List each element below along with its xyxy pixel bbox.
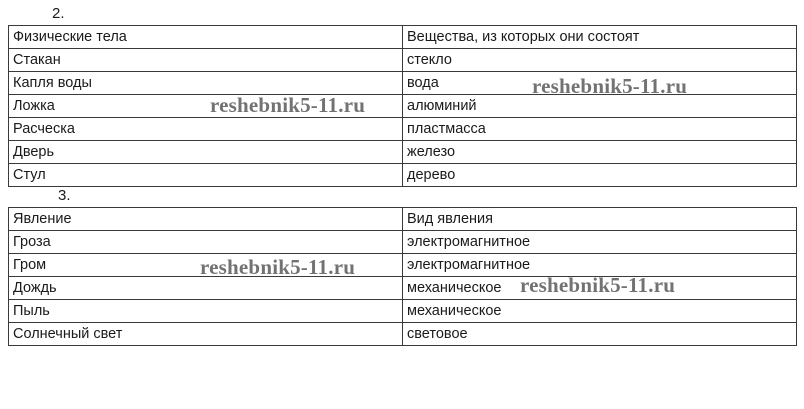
body-cell: Дверь (9, 141, 403, 164)
table-row (9, 323, 797, 346)
type-cell: электромагнитное (403, 254, 797, 277)
body-cell: Капля воды (9, 72, 403, 95)
watermark-text: reshebnik5-11.ru (520, 273, 676, 297)
phenomena-table (8, 207, 797, 346)
type-cell: механическое (403, 300, 797, 323)
phenomenon-cell: Дождь (9, 277, 403, 300)
type-cell: световое (403, 323, 797, 346)
phenomenon-cell: Гром (9, 254, 403, 277)
body-cell: Стул (9, 164, 403, 187)
substance-cell: стекло (403, 49, 797, 72)
substance-cell: дерево (403, 164, 797, 187)
table-row (9, 49, 797, 72)
section-2-number: 2. (52, 5, 65, 22)
type-cell: механическое (403, 277, 797, 300)
body-cell: Стакан (9, 49, 403, 72)
table-row (9, 300, 797, 323)
header-cell-substances: Вещества, из которых они состоят (403, 26, 797, 49)
substance-cell: вода (403, 72, 797, 95)
phenomenon-cell: Пыль (9, 300, 403, 323)
table-row (9, 141, 797, 164)
table-header-row (9, 26, 797, 49)
body-cell: Ложка (9, 95, 403, 118)
table-row (9, 95, 797, 118)
watermark-text: reshebnik5-11.ru (210, 93, 366, 117)
table-row (9, 254, 797, 277)
body-cell: Расческа (9, 118, 403, 141)
substance-cell: пластмасса (403, 118, 797, 141)
header-cell-type: Вид явления (403, 208, 797, 231)
type-cell: электромагнитное (403, 231, 797, 254)
substance-cell: железо (403, 141, 797, 164)
watermark-text: reshebnik5-11.ru (200, 255, 356, 279)
phenomenon-cell: Солнечный свет (9, 323, 403, 346)
watermark-text: reshebnik5-11.ru (532, 74, 688, 98)
section-3-number: 3. (58, 187, 71, 204)
table-row (9, 72, 797, 95)
table-header-row (9, 208, 797, 231)
phenomenon-cell: Гроза (9, 231, 403, 254)
table-row (9, 231, 797, 254)
table-row (9, 118, 797, 141)
table-row (9, 164, 797, 187)
header-cell-phenomenon: Явление (9, 208, 403, 231)
substance-cell: алюминий (403, 95, 797, 118)
table-row (9, 277, 797, 300)
physical-bodies-table (8, 25, 797, 187)
header-cell-bodies: Физические тела (9, 26, 403, 49)
